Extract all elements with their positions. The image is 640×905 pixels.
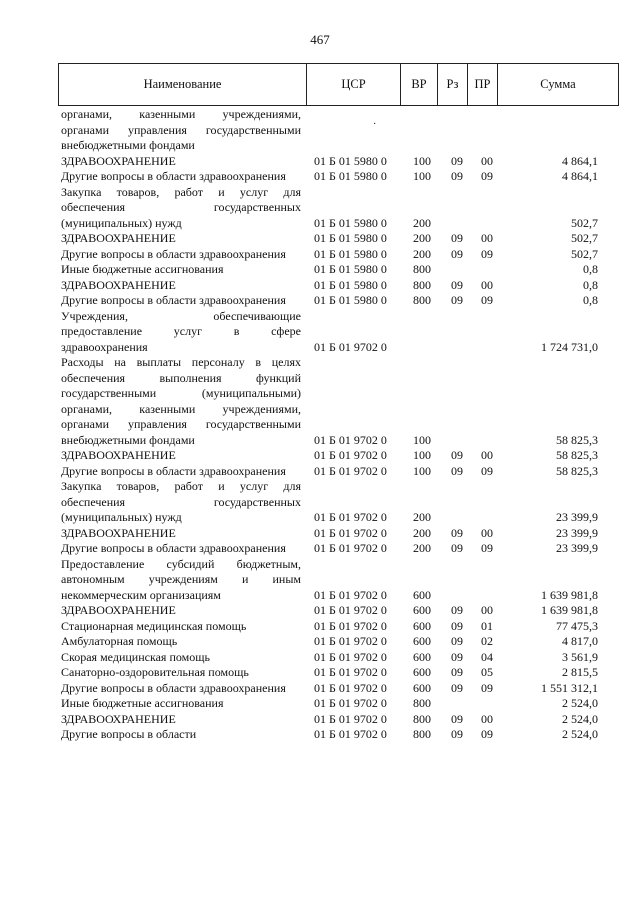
row-name: Другие вопросы в области здравоохранения [61, 246, 286, 261]
row-sum: 77 475,3 [556, 618, 598, 633]
row-sum: 0,8 [583, 262, 598, 276]
row-vr: 100 [413, 448, 431, 462]
row-sum: 23 399,9 [556, 541, 598, 555]
row-pr: 02 [481, 634, 493, 648]
row-csr: 01 Б 01 5980 0 [314, 169, 387, 183]
header-sum: Сумма [498, 64, 619, 106]
row-name: Скорая медицинская помощь [61, 649, 210, 664]
row-vr: 800 [413, 711, 431, 726]
row-name: Стационарная медицинская помощь [61, 618, 247, 633]
row-pr: 09 [481, 541, 493, 555]
row-csr: 01 Б 01 5980 0 [314, 293, 387, 307]
row-rz: 09 [451, 711, 463, 726]
table-row [58, 107, 618, 154]
table-row [58, 557, 618, 604]
row-csr: 01 Б 01 9702 0 [314, 727, 387, 741]
row-name: Иные бюджетные ассигнования [61, 696, 224, 710]
table-row [58, 355, 618, 448]
row-name: Закупка товаров, работ и услуг для обеспечения государственных (муниципальных) нужд [61, 479, 301, 524]
header-pr: ПР [468, 64, 498, 106]
row-vr: 600 [413, 587, 431, 602]
row-pr: 09 [481, 169, 493, 183]
row-rz: 09 [451, 448, 463, 462]
table-row [58, 309, 618, 356]
row-rz: 09 [451, 277, 463, 292]
row-csr: 01 Б 01 5980 0 [314, 246, 387, 261]
row-csr: 01 Б 01 9702 0 [314, 634, 387, 648]
row-name: Амбулаторная помощь [61, 634, 178, 648]
row-sum: 23 399,9 [556, 510, 598, 524]
row-pr: 09 [481, 727, 493, 741]
row-name: ЗДРАВООХРАНЕНИЕ [61, 231, 176, 245]
row-sum: 1 724 731,0 [541, 339, 598, 354]
row-name: Закупка товаров, работ и услуг для обеспечения государственных (муниципальных) нужд [61, 184, 301, 230]
table-row [58, 526, 618, 542]
table-row [58, 262, 618, 278]
row-name: Другие вопросы в области здравоохранения [61, 293, 286, 307]
table-row [58, 681, 618, 697]
row-name: Другие вопросы в области [61, 727, 197, 741]
row-csr: 01 Б 01 9702 0 [314, 463, 387, 478]
row-rz: 09 [451, 541, 463, 555]
row-pr: 00 [481, 525, 493, 540]
table-row [58, 231, 618, 247]
row-name: ЗДРАВООХРАНЕНИЕ [61, 277, 176, 292]
row-vr: 800 [413, 727, 431, 741]
table-row [58, 448, 618, 464]
row-pr: 09 [481, 246, 493, 261]
row-pr: 09 [481, 680, 493, 695]
row-sum: 4 817,0 [562, 634, 598, 648]
row-pr: 00 [481, 711, 493, 726]
table-row [58, 603, 618, 619]
row-sum: 58 825,3 [556, 448, 598, 462]
table-row [58, 185, 618, 232]
row-name: Другие вопросы в области здравоохранения [61, 463, 286, 478]
row-vr: 200 [413, 525, 431, 540]
table-row [58, 169, 618, 185]
header-csr: ЦСР [307, 64, 401, 106]
row-sum: 2 815,5 [562, 665, 598, 679]
row-csr: 01 Б 01 5980 0 [314, 262, 387, 276]
table-row [58, 650, 618, 666]
row-name: Другие вопросы в области здравоохранения [61, 680, 286, 695]
table-row [58, 541, 618, 557]
row-csr: 01 Б 01 9702 0 [314, 603, 387, 617]
row-csr: 01 Б 01 5980 0 [314, 153, 387, 168]
row-pr: 00 [481, 277, 493, 292]
table-header [58, 63, 619, 106]
table-row [58, 712, 618, 728]
row-sum: 502,7 [571, 231, 598, 245]
row-sum: 4 864,1 [562, 153, 598, 168]
table-row [58, 154, 618, 170]
row-vr: 100 [413, 153, 431, 168]
row-rz: 09 [451, 153, 463, 168]
row-rz: 09 [451, 680, 463, 695]
table-row [58, 727, 618, 743]
row-rz: 09 [451, 665, 463, 679]
row-csr: 01 Б 01 9702 0 [314, 587, 387, 602]
row-vr: 200 [413, 541, 431, 555]
table-row [58, 634, 618, 650]
row-csr: 01 Б 01 9702 0 [314, 448, 387, 462]
page-number: 467 [310, 32, 330, 47]
row-vr: 800 [413, 277, 431, 292]
row-vr: 800 [413, 262, 431, 276]
budget-table-body [58, 107, 618, 743]
row-name: органами, казенными учреждениями, органами управления государственными внебюджетными фондами [61, 107, 301, 152]
row-sum: 4 864,1 [562, 169, 598, 183]
row-pr: 00 [481, 153, 493, 168]
header-vr: ВР [401, 64, 438, 106]
row-pr: 00 [481, 448, 493, 462]
row-vr: 600 [413, 649, 431, 664]
row-pr: 01 [481, 618, 493, 633]
row-rz: 09 [451, 246, 463, 261]
row-csr: 01 Б 01 9702 0 [314, 525, 387, 540]
row-vr: 200 [413, 215, 431, 230]
row-rz: 09 [451, 525, 463, 540]
row-sum: 1 639 981,8 [541, 587, 598, 602]
row-name: Иные бюджетные ассигнования [61, 262, 224, 276]
row-sum: 58 825,3 [556, 463, 598, 478]
row-name: ЗДРАВООХРАНЕНИЕ [61, 711, 176, 726]
row-csr: 01 Б 01 9702 0 [314, 649, 387, 664]
table-row [58, 247, 618, 263]
row-name: ЗДРАВООХРАНЕНИЕ [61, 448, 176, 462]
row-pr: 09 [481, 463, 493, 478]
row-rz: 09 [451, 618, 463, 633]
row-vr: 600 [413, 618, 431, 633]
row-rz: 09 [451, 463, 463, 478]
table-row [58, 278, 618, 294]
row-csr: 01 Б 01 5980 0 [314, 277, 387, 292]
row-csr: 01 Б 01 9702 0 [314, 696, 387, 710]
row-vr: 800 [413, 293, 431, 307]
table-row [58, 696, 618, 712]
row-name: Расходы на выплаты персоналу в целях обеспечения выполнения функций государственными (муниципальными) органами, казенными учреждениями, органами управления государственными внебюджетными фондами [61, 355, 301, 447]
row-vr: 600 [413, 665, 431, 679]
row-sum: 3 561,9 [562, 649, 598, 664]
row-sum: 0,8 [583, 293, 598, 307]
scan-dot: · [373, 119, 377, 130]
table-row [58, 665, 618, 681]
row-pr: 00 [481, 231, 493, 245]
row-sum: 58 825,3 [556, 432, 598, 447]
row-name: Предоставление субсидий бюджетным, автономным учреждениям и иным некоммерческим организациям [61, 556, 301, 602]
row-name: ЗДРАВООХРАНЕНИЕ [61, 525, 176, 540]
row-sum: 23 399,9 [556, 525, 598, 540]
row-sum: 0,8 [583, 277, 598, 292]
row-pr: 04 [481, 649, 493, 664]
row-csr: 01 Б 01 9702 0 [314, 711, 387, 726]
row-sum: 1 639 981,8 [541, 603, 598, 617]
row-name: Другие вопросы в области здравоохранения [61, 541, 286, 555]
row-csr: 01 Б 01 9702 0 [314, 618, 387, 633]
row-pr: 00 [481, 603, 493, 617]
row-name: Другие вопросы в области здравоохранения [61, 169, 286, 183]
row-csr: 01 Б 01 9702 0 [314, 510, 387, 524]
row-csr: 01 Б 01 5980 0 [314, 231, 387, 245]
row-vr: 600 [413, 680, 431, 695]
table-row [58, 464, 618, 480]
row-rz: 09 [451, 603, 463, 617]
table-row [58, 619, 618, 635]
row-csr: 01 Б 01 9702 0 [314, 432, 387, 447]
row-rz: 09 [451, 293, 463, 307]
table-row [58, 479, 618, 526]
row-vr: 100 [413, 463, 431, 478]
row-sum: 1 551 312,1 [541, 680, 598, 695]
row-rz: 09 [451, 634, 463, 648]
row-vr: 600 [413, 634, 431, 648]
row-pr: 09 [481, 293, 493, 307]
row-vr: 200 [413, 246, 431, 261]
row-vr: 200 [413, 231, 431, 245]
row-rz: 09 [451, 649, 463, 664]
row-rz: 09 [451, 169, 463, 183]
row-sum: 2 524,0 [562, 711, 598, 726]
row-vr: 100 [413, 432, 431, 447]
row-sum: 2 524,0 [562, 727, 598, 741]
row-rz: 09 [451, 727, 463, 741]
row-csr: 01 Б 01 9702 0 [314, 665, 387, 679]
row-pr: 05 [481, 665, 493, 679]
row-sum: 502,7 [571, 215, 598, 230]
row-rz: 09 [451, 231, 463, 245]
row-name: Санаторно-оздоровительная помощь [61, 665, 249, 679]
row-sum: 502,7 [571, 246, 598, 261]
table-row [58, 293, 618, 309]
row-name: Учреждения, обеспечивающие предоставление услуг в сфере здравоохранения [61, 308, 301, 354]
row-sum: 2 524,0 [562, 696, 598, 710]
row-name: ЗДРАВООХРАНЕНИЕ [61, 153, 176, 168]
row-vr: 800 [413, 696, 431, 710]
row-vr: 100 [413, 169, 431, 183]
row-vr: 200 [413, 510, 431, 524]
row-csr: 01 Б 01 9702 0 [314, 541, 387, 555]
header-rz: Рз [438, 64, 468, 106]
row-vr: 600 [413, 603, 431, 617]
row-csr: 01 Б 01 9702 0 [314, 680, 387, 695]
header-name: Наименование [59, 64, 307, 106]
row-csr: 01 Б 01 5980 0 [314, 215, 387, 230]
row-csr: 01 Б 01 9702 0 [314, 339, 387, 354]
row-name: ЗДРАВООХРАНЕНИЕ [61, 603, 176, 617]
